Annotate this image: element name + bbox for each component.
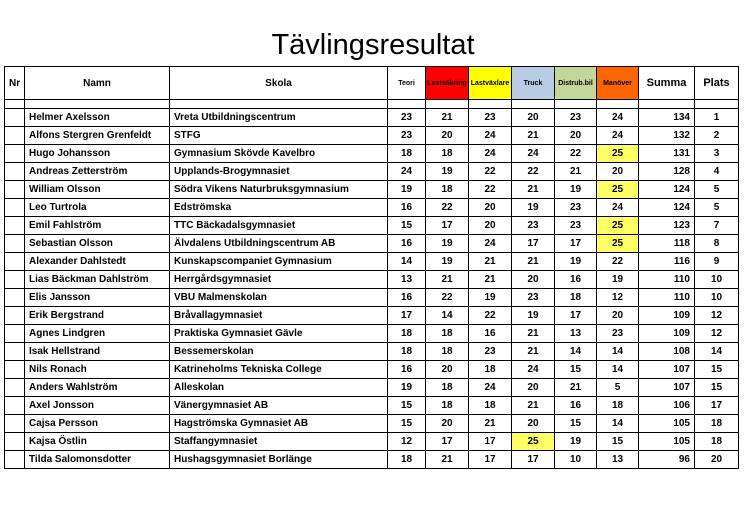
cell-distrub: 19 bbox=[555, 181, 597, 199]
cell-nr bbox=[5, 253, 25, 271]
cell-namn: Cajsa Persson bbox=[25, 415, 170, 433]
cell-lastvaxlare: 23 bbox=[469, 109, 512, 127]
header-summa: Summa bbox=[639, 67, 695, 100]
cell-lastvaxlare: 21 bbox=[469, 415, 512, 433]
cell-manover: 13 bbox=[597, 451, 639, 469]
cell-distrub: 16 bbox=[555, 397, 597, 415]
cell-skola: Bessemerskolan bbox=[170, 343, 388, 361]
cell-plats: 5 bbox=[695, 199, 739, 217]
cell-teori: 16 bbox=[388, 235, 426, 253]
header-lastsakring: Lastsäkring bbox=[426, 67, 469, 100]
table-row bbox=[5, 379, 739, 397]
cell-nr bbox=[5, 145, 25, 163]
cell-truck: 20 bbox=[512, 109, 555, 127]
spacer-cell bbox=[388, 100, 426, 109]
header-plats: Plats bbox=[695, 67, 739, 100]
table-row bbox=[5, 325, 739, 343]
cell-namn: Isak Hellstrand bbox=[25, 343, 170, 361]
cell-lastsakring: 20 bbox=[426, 415, 469, 433]
cell-nr bbox=[5, 325, 25, 343]
cell-summa: 110 bbox=[639, 289, 695, 307]
table-row bbox=[5, 307, 739, 325]
table-row bbox=[5, 217, 739, 235]
cell-summa: 124 bbox=[639, 181, 695, 199]
cell-truck: 19 bbox=[512, 199, 555, 217]
cell-summa: 105 bbox=[639, 415, 695, 433]
cell-truck: 21 bbox=[512, 325, 555, 343]
cell-distrub: 21 bbox=[555, 379, 597, 397]
spacer-cell bbox=[695, 100, 739, 109]
cell-lastvaxlare: 22 bbox=[469, 307, 512, 325]
cell-manover: 18 bbox=[597, 397, 639, 415]
table-row bbox=[5, 451, 739, 469]
cell-teori: 15 bbox=[388, 415, 426, 433]
table-row bbox=[5, 181, 739, 199]
cell-teori: 16 bbox=[388, 361, 426, 379]
cell-nr bbox=[5, 163, 25, 181]
cell-truck: 20 bbox=[512, 415, 555, 433]
cell-namn: Alfons Stergren Grenfeldt bbox=[25, 127, 170, 145]
cell-plats: 18 bbox=[695, 433, 739, 451]
cell-teori: 23 bbox=[388, 127, 426, 145]
cell-namn: Lias Bäckman Dahlström bbox=[25, 271, 170, 289]
cell-namn: Hugo Johansson bbox=[25, 145, 170, 163]
spacer-cell bbox=[555, 100, 597, 109]
table-row bbox=[5, 415, 739, 433]
cell-teori: 18 bbox=[388, 451, 426, 469]
cell-lastvaxlare: 24 bbox=[469, 145, 512, 163]
cell-nr bbox=[5, 109, 25, 127]
cell-manover: 23 bbox=[597, 325, 639, 343]
cell-distrub: 14 bbox=[555, 343, 597, 361]
cell-skola: Hagströmska Gymnasiet AB bbox=[170, 415, 388, 433]
header-truck: Truck bbox=[512, 67, 555, 100]
cell-lastsakring: 21 bbox=[426, 451, 469, 469]
cell-teori: 15 bbox=[388, 397, 426, 415]
cell-truck: 21 bbox=[512, 397, 555, 415]
cell-nr bbox=[5, 451, 25, 469]
cell-manover: 14 bbox=[597, 361, 639, 379]
table-row bbox=[5, 343, 739, 361]
cell-truck: 23 bbox=[512, 217, 555, 235]
table-row bbox=[5, 433, 739, 451]
table-row bbox=[5, 127, 739, 145]
spacer-cell bbox=[469, 100, 512, 109]
table-row bbox=[5, 361, 739, 379]
cell-distrub: 15 bbox=[555, 415, 597, 433]
cell-skola: Älvdalens Utbildningscentrum AB bbox=[170, 235, 388, 253]
cell-teori: 18 bbox=[388, 145, 426, 163]
cell-summa: 107 bbox=[639, 361, 695, 379]
cell-skola: Katrineholms Tekniska College bbox=[170, 361, 388, 379]
cell-plats: 18 bbox=[695, 415, 739, 433]
cell-namn: Leo Turtrola bbox=[25, 199, 170, 217]
cell-truck: 25 bbox=[512, 433, 555, 451]
cell-skola: Gymnasium Skövde Kavelbro bbox=[170, 145, 388, 163]
cell-manover: 24 bbox=[597, 109, 639, 127]
cell-plats: 8 bbox=[695, 235, 739, 253]
cell-teori: 14 bbox=[388, 253, 426, 271]
cell-truck: 19 bbox=[512, 307, 555, 325]
cell-namn: Alexander Dahlstedt bbox=[25, 253, 170, 271]
cell-lastvaxlare: 24 bbox=[469, 379, 512, 397]
cell-namn: Andreas Zetterström bbox=[25, 163, 170, 181]
cell-skola: Vreta Utbildningscentrum bbox=[170, 109, 388, 127]
spacer-cell bbox=[170, 100, 388, 109]
cell-plats: 17 bbox=[695, 397, 739, 415]
cell-lastsakring: 21 bbox=[426, 109, 469, 127]
cell-plats: 9 bbox=[695, 253, 739, 271]
cell-manover: 14 bbox=[597, 343, 639, 361]
table-row bbox=[5, 289, 739, 307]
spacer-cell bbox=[426, 100, 469, 109]
cell-nr bbox=[5, 361, 25, 379]
cell-summa: 132 bbox=[639, 127, 695, 145]
spacer-cell bbox=[25, 100, 170, 109]
cell-lastsakring: 19 bbox=[426, 163, 469, 181]
cell-lastvaxlare: 24 bbox=[469, 235, 512, 253]
cell-teori: 24 bbox=[388, 163, 426, 181]
header-skola: Skola bbox=[170, 67, 388, 100]
spacer-cell bbox=[512, 100, 555, 109]
cell-manover: 22 bbox=[597, 253, 639, 271]
cell-summa: 118 bbox=[639, 235, 695, 253]
cell-namn: Sebastian Olsson bbox=[25, 235, 170, 253]
header-namn: Namn bbox=[25, 67, 170, 100]
cell-nr bbox=[5, 397, 25, 415]
cell-skola: STFG bbox=[170, 127, 388, 145]
cell-distrub: 10 bbox=[555, 451, 597, 469]
cell-lastvaxlare: 17 bbox=[469, 433, 512, 451]
cell-truck: 24 bbox=[512, 361, 555, 379]
cell-lastsakring: 19 bbox=[426, 235, 469, 253]
cell-teori: 13 bbox=[388, 271, 426, 289]
cell-plats: 5 bbox=[695, 181, 739, 199]
header-row bbox=[5, 67, 739, 100]
cell-lastsakring: 17 bbox=[426, 217, 469, 235]
cell-lastvaxlare: 23 bbox=[469, 343, 512, 361]
cell-distrub: 23 bbox=[555, 109, 597, 127]
cell-manover: 24 bbox=[597, 127, 639, 145]
cell-manover: 19 bbox=[597, 271, 639, 289]
cell-plats: 20 bbox=[695, 451, 739, 469]
cell-lastvaxlare: 21 bbox=[469, 271, 512, 289]
cell-summa: 108 bbox=[639, 343, 695, 361]
header-spacer-row bbox=[5, 100, 739, 109]
cell-nr bbox=[5, 235, 25, 253]
cell-lastvaxlare: 21 bbox=[469, 253, 512, 271]
cell-lastsakring: 14 bbox=[426, 307, 469, 325]
cell-truck: 23 bbox=[512, 289, 555, 307]
cell-truck: 21 bbox=[512, 343, 555, 361]
cell-summa: 124 bbox=[639, 199, 695, 217]
cell-lastvaxlare: 19 bbox=[469, 289, 512, 307]
cell-namn: Agnes Lindgren bbox=[25, 325, 170, 343]
cell-truck: 21 bbox=[512, 127, 555, 145]
spacer-cell bbox=[597, 100, 639, 109]
cell-skola: Vänergymnasiet AB bbox=[170, 397, 388, 415]
spacer-cell bbox=[639, 100, 695, 109]
cell-plats: 7 bbox=[695, 217, 739, 235]
cell-summa: 109 bbox=[639, 307, 695, 325]
cell-skola: Praktiska Gymnasiet Gävle bbox=[170, 325, 388, 343]
cell-manover: 25 bbox=[597, 181, 639, 199]
cell-plats: 4 bbox=[695, 163, 739, 181]
cell-teori: 16 bbox=[388, 289, 426, 307]
cell-nr bbox=[5, 271, 25, 289]
cell-skola: Alleskolan bbox=[170, 379, 388, 397]
cell-distrub: 22 bbox=[555, 145, 597, 163]
cell-lastvaxlare: 24 bbox=[469, 127, 512, 145]
header-distrub: Distrub.bil bbox=[555, 67, 597, 100]
cell-teori: 12 bbox=[388, 433, 426, 451]
cell-lastvaxlare: 17 bbox=[469, 451, 512, 469]
cell-lastsakring: 18 bbox=[426, 379, 469, 397]
cell-plats: 14 bbox=[695, 343, 739, 361]
cell-manover: 15 bbox=[597, 433, 639, 451]
cell-nr bbox=[5, 343, 25, 361]
cell-plats: 3 bbox=[695, 145, 739, 163]
cell-lastsakring: 18 bbox=[426, 325, 469, 343]
cell-skola: Kunskapscompaniet Gymnasium bbox=[170, 253, 388, 271]
table-row bbox=[5, 235, 739, 253]
header-teori: Teori bbox=[388, 67, 426, 100]
cell-namn: Elis Jansson bbox=[25, 289, 170, 307]
results-table bbox=[4, 66, 739, 469]
cell-distrub: 23 bbox=[555, 199, 597, 217]
cell-manover: 25 bbox=[597, 145, 639, 163]
cell-teori: 16 bbox=[388, 199, 426, 217]
header-nr: Nr bbox=[5, 67, 25, 100]
cell-lastsakring: 22 bbox=[426, 199, 469, 217]
cell-skola: Staffangymnasiet bbox=[170, 433, 388, 451]
cell-lastvaxlare: 22 bbox=[469, 163, 512, 181]
cell-plats: 10 bbox=[695, 271, 739, 289]
header-manover: Manöver bbox=[597, 67, 639, 100]
cell-summa: 96 bbox=[639, 451, 695, 469]
cell-plats: 15 bbox=[695, 361, 739, 379]
cell-skola: VBU Malmenskolan bbox=[170, 289, 388, 307]
cell-nr bbox=[5, 127, 25, 145]
cell-manover: 20 bbox=[597, 163, 639, 181]
cell-skola: Edströmska bbox=[170, 199, 388, 217]
cell-distrub: 17 bbox=[555, 307, 597, 325]
cell-teori: 15 bbox=[388, 217, 426, 235]
cell-lastvaxlare: 22 bbox=[469, 181, 512, 199]
cell-nr bbox=[5, 379, 25, 397]
cell-nr bbox=[5, 181, 25, 199]
cell-namn: William Olsson bbox=[25, 181, 170, 199]
cell-truck: 24 bbox=[512, 145, 555, 163]
cell-manover: 25 bbox=[597, 217, 639, 235]
cell-distrub: 23 bbox=[555, 217, 597, 235]
table-row bbox=[5, 163, 739, 181]
cell-summa: 134 bbox=[639, 109, 695, 127]
cell-manover: 20 bbox=[597, 307, 639, 325]
cell-lastvaxlare: 20 bbox=[469, 217, 512, 235]
cell-namn: Nils Ronach bbox=[25, 361, 170, 379]
cell-skola: Södra Vikens Naturbruksgymnasium bbox=[170, 181, 388, 199]
cell-summa: 131 bbox=[639, 145, 695, 163]
cell-namn: Tilda Salomonsdotter bbox=[25, 451, 170, 469]
cell-distrub: 20 bbox=[555, 127, 597, 145]
cell-lastvaxlare: 18 bbox=[469, 361, 512, 379]
cell-namn: Axel Jonsson bbox=[25, 397, 170, 415]
cell-teori: 19 bbox=[388, 181, 426, 199]
cell-teori: 17 bbox=[388, 307, 426, 325]
cell-plats: 10 bbox=[695, 289, 739, 307]
cell-namn: Anders Wahlström bbox=[25, 379, 170, 397]
cell-skola: TTC Bäckadalsgymnasiet bbox=[170, 217, 388, 235]
table-row bbox=[5, 271, 739, 289]
table-row bbox=[5, 199, 739, 217]
cell-manover: 12 bbox=[597, 289, 639, 307]
cell-nr bbox=[5, 199, 25, 217]
cell-lastsakring: 18 bbox=[426, 343, 469, 361]
cell-nr bbox=[5, 289, 25, 307]
cell-summa: 106 bbox=[639, 397, 695, 415]
cell-namn: Emil Fahlström bbox=[25, 217, 170, 235]
cell-manover: 25 bbox=[597, 235, 639, 253]
cell-plats: 2 bbox=[695, 127, 739, 145]
cell-distrub: 18 bbox=[555, 289, 597, 307]
table-row bbox=[5, 253, 739, 271]
cell-lastsakring: 17 bbox=[426, 433, 469, 451]
cell-lastsakring: 22 bbox=[426, 289, 469, 307]
table-row bbox=[5, 397, 739, 415]
cell-summa: 110 bbox=[639, 271, 695, 289]
cell-namn: Helmer Axelsson bbox=[25, 109, 170, 127]
cell-truck: 20 bbox=[512, 271, 555, 289]
cell-plats: 1 bbox=[695, 109, 739, 127]
cell-summa: 116 bbox=[639, 253, 695, 271]
header-lastvaxlare: Lastväxlare bbox=[469, 67, 512, 100]
cell-summa: 123 bbox=[639, 217, 695, 235]
cell-truck: 22 bbox=[512, 163, 555, 181]
cell-plats: 15 bbox=[695, 379, 739, 397]
cell-truck: 17 bbox=[512, 451, 555, 469]
spacer-cell bbox=[5, 100, 25, 109]
cell-lastsakring: 20 bbox=[426, 361, 469, 379]
cell-namn: Erik Bergstrand bbox=[25, 307, 170, 325]
cell-distrub: 13 bbox=[555, 325, 597, 343]
cell-summa: 105 bbox=[639, 433, 695, 451]
cell-distrub: 17 bbox=[555, 235, 597, 253]
cell-skola: Upplands-Brogymnasiet bbox=[170, 163, 388, 181]
cell-teori: 18 bbox=[388, 325, 426, 343]
cell-lastsakring: 18 bbox=[426, 145, 469, 163]
cell-teori: 19 bbox=[388, 379, 426, 397]
page-title: Tävlingsresultat bbox=[271, 29, 475, 61]
cell-manover: 5 bbox=[597, 379, 639, 397]
cell-summa: 107 bbox=[639, 379, 695, 397]
cell-lastvaxlare: 16 bbox=[469, 325, 512, 343]
cell-namn: Kajsa Östlin bbox=[25, 433, 170, 451]
cell-manover: 24 bbox=[597, 199, 639, 217]
cell-lastsakring: 18 bbox=[426, 181, 469, 199]
cell-lastvaxlare: 20 bbox=[469, 199, 512, 217]
cell-distrub: 16 bbox=[555, 271, 597, 289]
cell-summa: 128 bbox=[639, 163, 695, 181]
cell-distrub: 19 bbox=[555, 433, 597, 451]
cell-truck: 21 bbox=[512, 181, 555, 199]
cell-lastsakring: 21 bbox=[426, 271, 469, 289]
cell-lastsakring: 18 bbox=[426, 397, 469, 415]
cell-plats: 12 bbox=[695, 307, 739, 325]
cell-truck: 20 bbox=[512, 379, 555, 397]
cell-manover: 14 bbox=[597, 415, 639, 433]
table-row bbox=[5, 145, 739, 163]
table-row bbox=[5, 109, 739, 127]
cell-nr bbox=[5, 433, 25, 451]
cell-skola: Hushagsgymnasiet Borlänge bbox=[170, 451, 388, 469]
cell-nr bbox=[5, 415, 25, 433]
cell-lastsakring: 20 bbox=[426, 127, 469, 145]
cell-summa: 109 bbox=[639, 325, 695, 343]
cell-teori: 18 bbox=[388, 343, 426, 361]
cell-truck: 17 bbox=[512, 235, 555, 253]
cell-teori: 23 bbox=[388, 109, 426, 127]
cell-lastvaxlare: 18 bbox=[469, 397, 512, 415]
cell-lastsakring: 19 bbox=[426, 253, 469, 271]
cell-distrub: 21 bbox=[555, 163, 597, 181]
cell-distrub: 19 bbox=[555, 253, 597, 271]
cell-plats: 12 bbox=[695, 325, 739, 343]
cell-skola: Herrgårdsgymnasiet bbox=[170, 271, 388, 289]
cell-nr bbox=[5, 217, 25, 235]
cell-truck: 21 bbox=[512, 253, 555, 271]
cell-nr bbox=[5, 307, 25, 325]
cell-distrub: 15 bbox=[555, 361, 597, 379]
cell-skola: Bråvallagymnasiet bbox=[170, 307, 388, 325]
